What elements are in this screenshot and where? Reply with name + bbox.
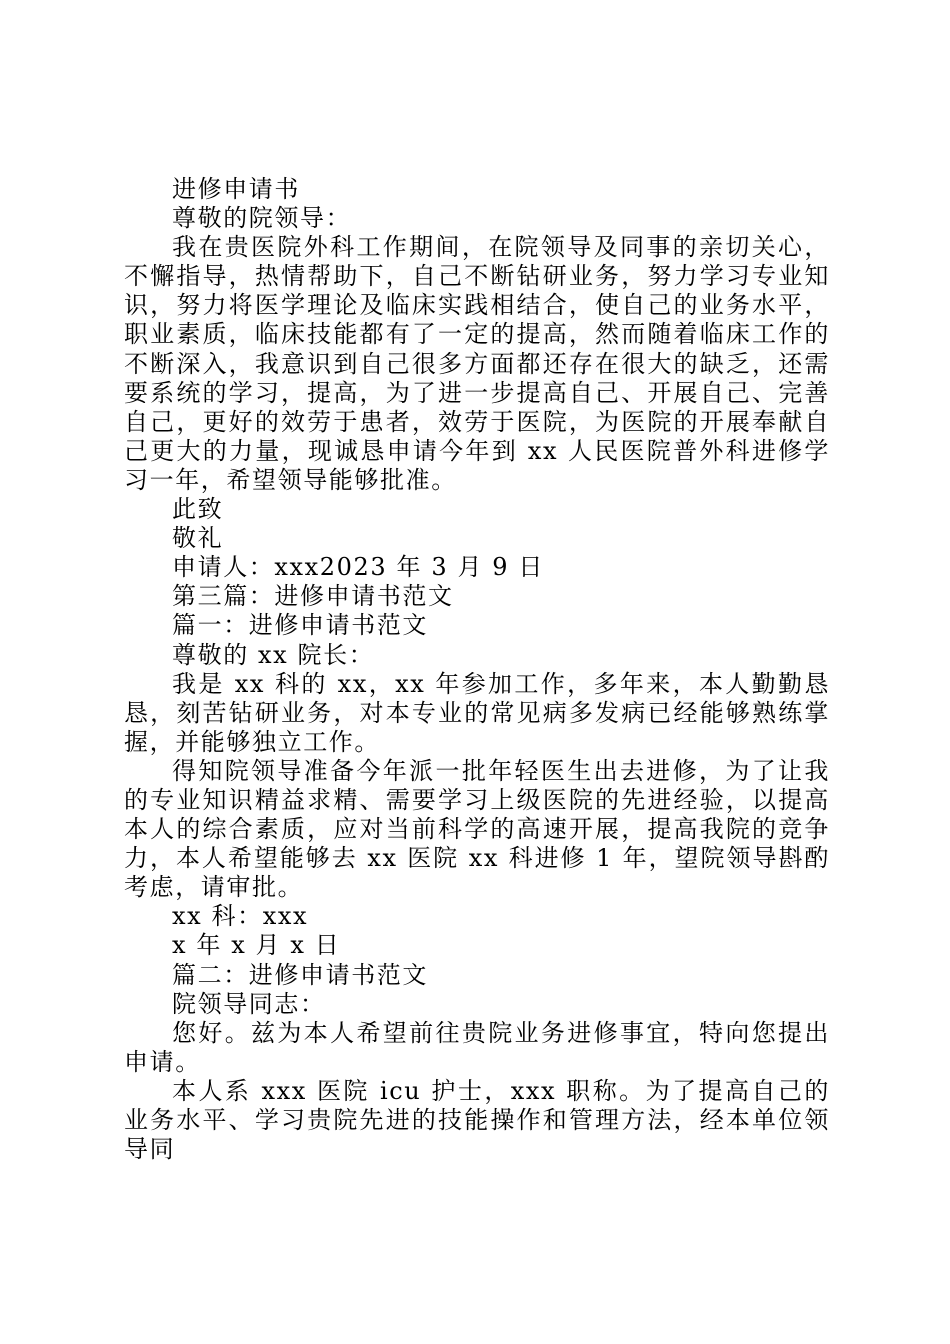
signature-date: 申请人：xxx2023 年 3 月 9 日: [172, 553, 544, 582]
salutation: 尊敬的院领导：: [172, 204, 352, 233]
date: x 年 x 月 x 日: [172, 931, 341, 960]
signature: xx 科：xxx: [172, 902, 309, 931]
body-paragraph: 我在贵医院外科工作期间，在院领导及同事的亲切关心，不懈指导，热情帮助下，自己不断钻研业务，努力学习专业知识，努力将医学理论及临床实践相结合，使自己的业务水平，职业素质，临床技能都有了一定的提高，然而随着临床工作的不断深入，我意识到自己很多方面都还存在很大的缺乏，还需要系统的学习，提高，为了进一步提高自己、开展自己、完善自己，更好的效劳于患者，效劳于医院，为医院的开展奉献自己更大的力量，现诚恳申请今年到 xx 人民医院普外科进修学习一年，希望领导能够批准。: [124, 233, 830, 494]
body-paragraph: 您好。兹为本人希望前往贵院业务进修事宜，特向您提出申请。: [124, 1018, 830, 1076]
body-paragraph: 我是 xx 科的 xx，xx 年参加工作，多年来，本人勤勤恳恳，刻苦钻研业务，对本专业的常见病多发病已经能够熟练掌握，并能够独立工作。: [124, 669, 830, 756]
document-page: [124, 175, 830, 1164]
section-heading: 篇一：进修申请书范文: [172, 611, 428, 640]
salutation: 尊敬的 xx 院长：: [172, 640, 375, 669]
closing-cizhi: 此致: [172, 495, 224, 524]
closing-jingli: 敬礼: [172, 524, 224, 553]
section-heading: 第三篇：进修申请书范文: [172, 582, 454, 611]
body-paragraph: 得知院领导准备今年派一批年轻医生出去进修，为了让我的专业知识精益求精、需要学习上级医院的先进经验，以提高本人的综合素质，应对当前科学的高速开展，提高我院的竞争力，本人希望能够去 xx 医院 xx 科进修 1 年，望院领导斟酌考虑，请审批。: [124, 756, 830, 902]
body-paragraph: 本人系 xxx 医院 icu 护士，xxx 职称。为了提高自己的业务水平、学习贵院先进的技能操作和管理方法，经本单位领导同: [124, 1076, 830, 1164]
section-heading: 篇二：进修申请书范文: [172, 960, 428, 989]
document-title: 进修申请书: [172, 175, 300, 203]
salutation: 院领导同志：: [172, 989, 326, 1018]
